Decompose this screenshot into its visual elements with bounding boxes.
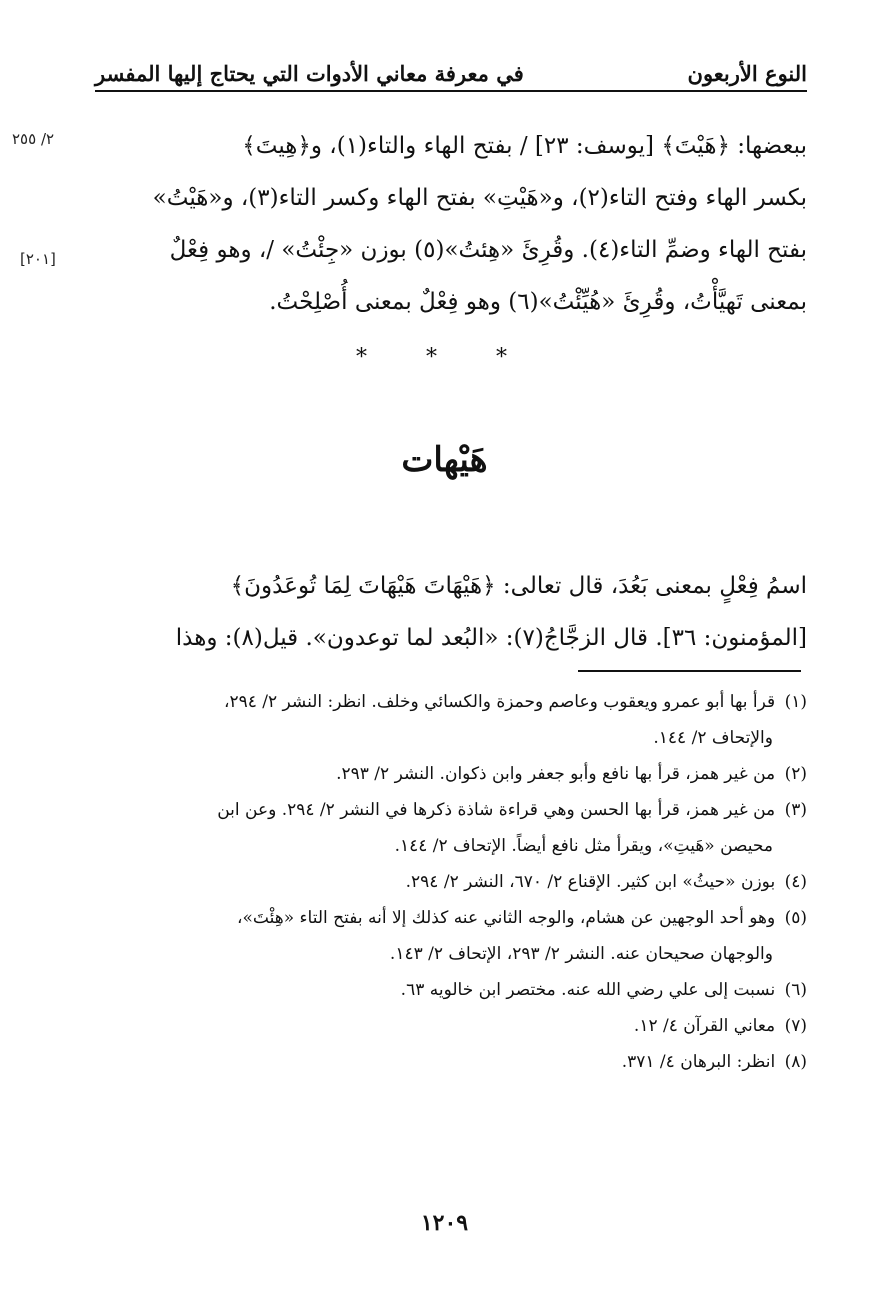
entry-paragraph bbox=[95, 560, 807, 664]
footnote-number: (٥) bbox=[784, 908, 807, 928]
footnote-item bbox=[95, 900, 807, 972]
footnote-text: وهو أحد الوجهين عن هشام، والوجه الثاني عنه كذلك إلا أنه بفتح التاء «هِئْتَ»، bbox=[237, 908, 776, 928]
footnote-continuation: والوجهان صحيحان عنه. النشر ٢/ ٢٩٣، الإتحاف ٢/ ١٤٣. bbox=[389, 944, 773, 964]
text-line: [المؤمنون: ٣٦]. قال الزجَّاجُ(٧): «البُعد لما توعدون». قيل(٨): وهذا bbox=[175, 625, 807, 651]
footnote-number: (٦) bbox=[784, 980, 807, 1000]
footnote-text: بوزن «حيثُ» ابن كثير. الإقناع ٢/ ٦٧٠، النشر ٢/ ٢٩٤. bbox=[405, 872, 776, 892]
text-line: بكسر الهاء وفتح التاء(٢)، و«هَيْتِ» بفتح الهاء وكسر التاء(٣)، و«هَيْتُ» bbox=[152, 185, 807, 211]
footnote-divider bbox=[578, 670, 801, 672]
margin-volume-page-ref: ٢/ ٢٥٥ bbox=[12, 130, 55, 148]
text-line: بفتح الهاء وضمِّ التاء(٤). وقُرِئَ «هِئتُ»(٥) بوزن «جِئْتُ» /، وهو فِعْلٌ bbox=[169, 237, 807, 263]
footnote-number: (٧) bbox=[784, 1016, 807, 1036]
footnote-text: انظر: البرهان ٤/ ٣٧١. bbox=[621, 1052, 776, 1072]
footnote-number: (٣) bbox=[784, 800, 807, 820]
running-header bbox=[95, 50, 807, 92]
footnote-text: معاني القرآن ٤/ ١٢. bbox=[633, 1016, 776, 1036]
main-paragraph bbox=[95, 120, 807, 328]
footnote-number: (٤) bbox=[784, 872, 807, 892]
footnote-item bbox=[95, 684, 807, 756]
section-separator: * * * bbox=[356, 345, 533, 370]
footnote-item bbox=[95, 972, 807, 1008]
text-line: بمعنى تَهيَّأْتُ، وقُرِئَ «هُيِّئْتُ»(٦) وهو فِعْلٌ بمعنى أُصْلِحْتُ. bbox=[269, 289, 807, 315]
footnote-item bbox=[95, 864, 807, 900]
footnotes bbox=[95, 684, 807, 1080]
footnote-number: (٨) bbox=[784, 1052, 807, 1072]
page-number: ١٢٠٩ bbox=[420, 1210, 469, 1236]
footnote-item bbox=[95, 756, 807, 792]
footnote-item bbox=[95, 1008, 807, 1044]
footnote-text: نسبت إلى علي رضي الله عنه. مختصر ابن خالويه ٦٣. bbox=[400, 980, 776, 1000]
header-chapter-title: النوع الأربعون bbox=[687, 61, 807, 86]
footnote-item bbox=[95, 792, 807, 864]
footnote-text: من غير همز، قرأ بها الحسن وهي قراءة شاذة ذكرها في النشر ٢/ ٢٩٤. وعن ابن bbox=[217, 800, 776, 820]
footnote-number: (١) bbox=[784, 692, 807, 712]
entry-heading: هَيْهات bbox=[401, 440, 488, 480]
footnote-number: (٢) bbox=[784, 764, 807, 784]
footnote-continuation: محيصن «هَيتِ»، ويقرأ مثل نافع أيضاً. الإتحاف ٢/ ١٤٤. bbox=[394, 836, 773, 856]
footnote-item bbox=[95, 1044, 807, 1080]
margin-manuscript-ref: [٢٠١] bbox=[20, 250, 56, 268]
footnote-text: قرأ بها أبو عمرو ويعقوب وعاصم وحمزة والكسائي وخلف. انظر: النشر ٢/ ٢٩٤، bbox=[223, 692, 776, 712]
header-section-title: في معرفة معاني الأدوات التي يحتاج إليها المفسر bbox=[95, 61, 524, 86]
footnote-continuation: والإتحاف ٢/ ١٤٤. bbox=[653, 728, 773, 748]
text-line: ببعضها: ﴿هَيْتَ﴾ [يوسف: ٢٣] / بفتح الهاء والتاء(١)، و﴿هِيتَ﴾ bbox=[242, 133, 807, 159]
footnote-text: من غير همز، قرأ بها نافع وأبو جعفر وابن ذكوان. النشر ٢/ ٢٩٣. bbox=[336, 764, 776, 784]
text-line: اسمُ فِعْلٍ بمعنى بَعُدَ، قال تعالى: ﴿هَيْهَاتَ هَيْهَاتَ لِمَا تُوعَدُونَ﴾ bbox=[230, 573, 807, 599]
